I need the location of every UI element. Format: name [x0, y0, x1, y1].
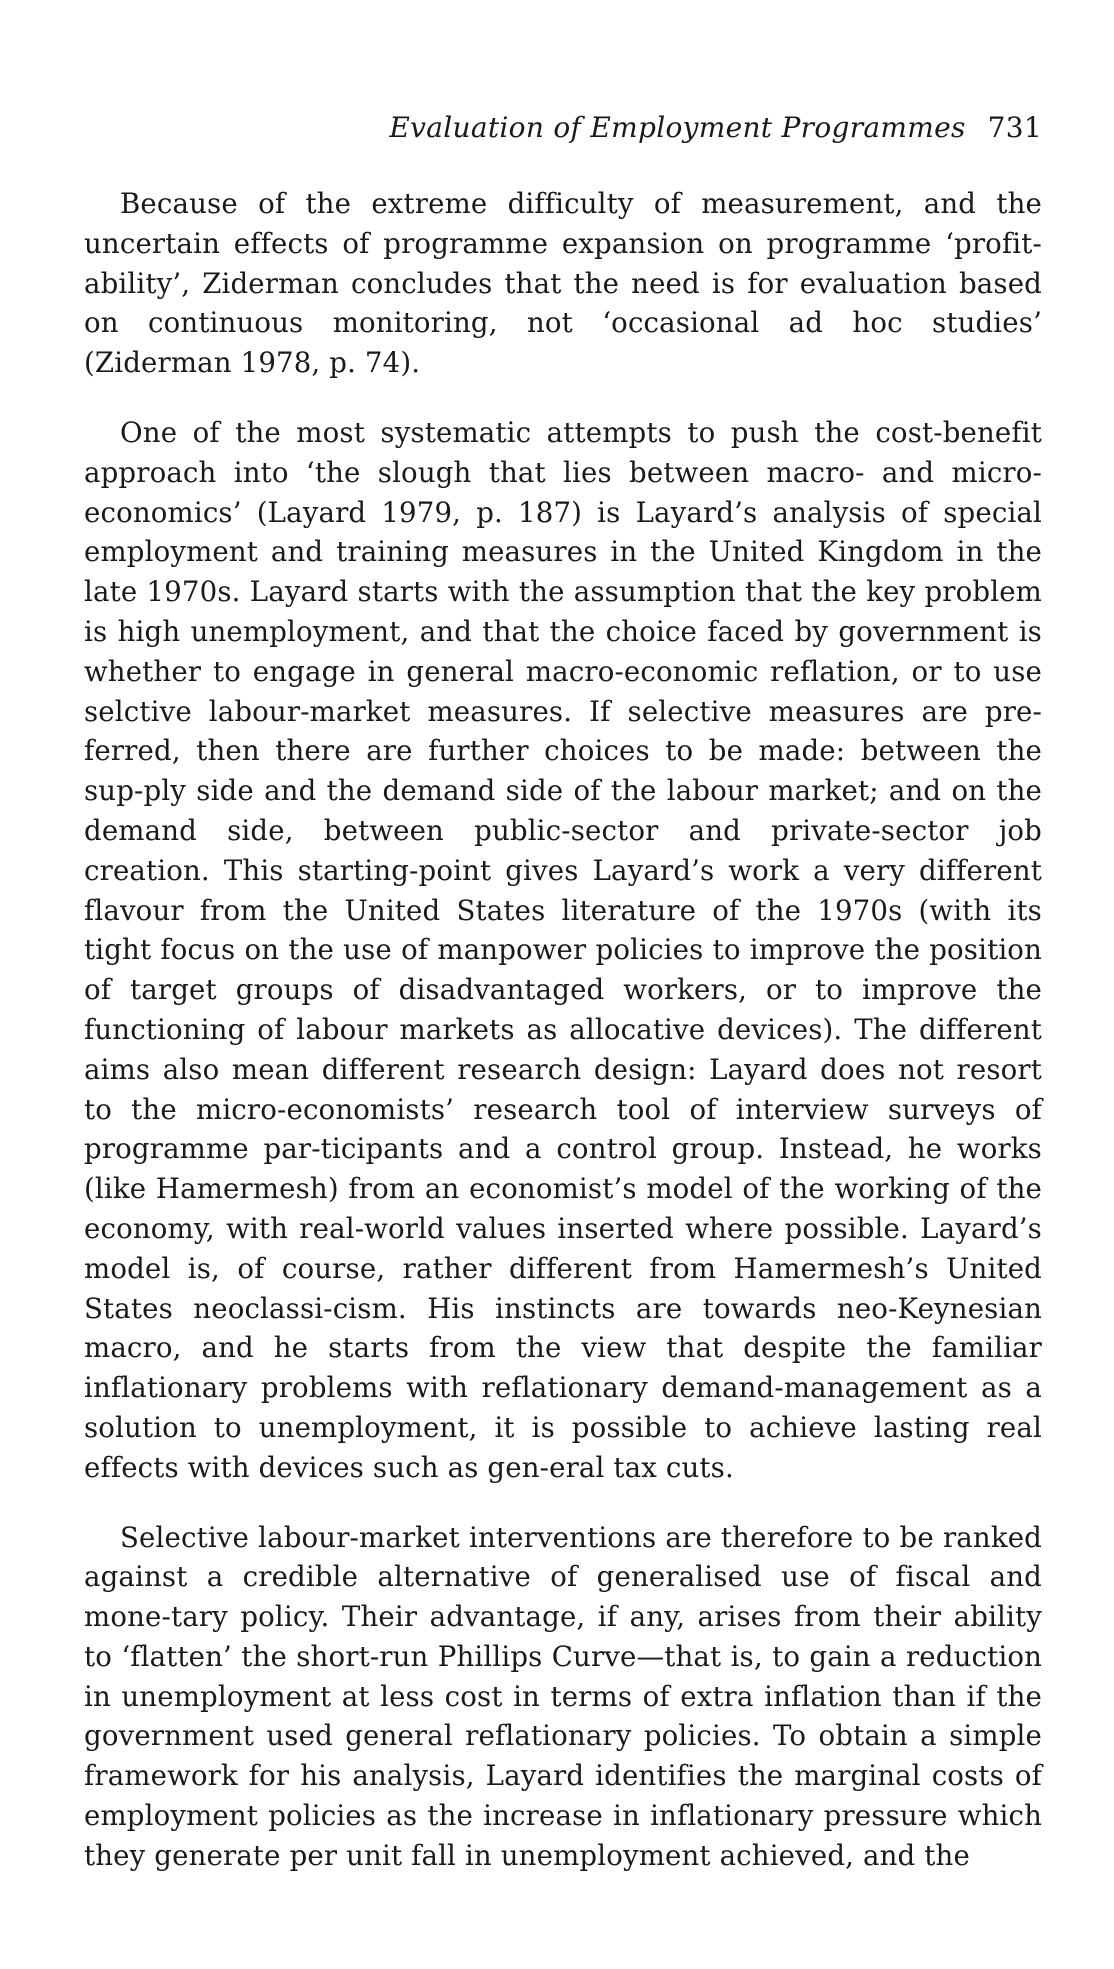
running-title: Evaluation of Employment Programmes — [389, 111, 966, 144]
paragraph-2: One of the most systematic attempts to push the cost-benefit approach into ‘the slough that lies between macro- and micro-economics’ (Layard 1979, p. 187) is Layard’s analysis of special employment and training measures in the United Kingdom in the late 1970s. Layard starts with the assumption that the key problem is high unemployment, and that the choice faced by government is whether to engage in general macro-economic reflation, or to use selctive labour-market measures. If selective measures are pre-ferred, then there are further choices to be made: between the sup-ply side and the demand side of the labour market; and on the demand side, between public-sector and private-sector job creation. This starting-point gives Layard’s work a very different flavour from the United States literature of the 1970s (with its tight focus on the use of manpower policies to improve the position of target groups of disadvantaged workers, or to improve the functioning of labour markets as allocative devices). The different aims also mean different research design: Layard does not resort to the micro-economists’ research tool of interview surveys of programme par-ticipants and a control group. Instead, he works (like Hamermesh) from an economist’s model of the working of the economy, with real-world values inserted where possible. Layard’s model is, of course, rather different from Hamermesh’s United States neoclassi-cism. His instincts are towards neo-Keynesian macro, and he starts from the view that despite the familiar inflationary problems with reflationary demand-management as a solution to unemployment, it is possible to achieve lasting real effects with devices such as gen-eral tax cuts. — [84, 415, 1042, 1484]
running-head — [84, 108, 1042, 148]
book-page — [84, 108, 1042, 1906]
page-number: 731 — [987, 111, 1042, 144]
paragraph-3: Selective labour-market interventions are therefore to be ranked against a credible alternative of generalised use of fiscal and mone-tary policy. Their advantage, if any, arises from their ability to ‘flatten’ the short-run Phillips Curve—that is, to gain a reduction in unemployment at less cost in terms of extra inflation than if the government used general reflationary policies. To obtain a simple framework for his analysis, Layard identifies the marginal costs of employment policies as the increase in inflationary pressure which they generate per unit fall in unemployment achieved, and the — [84, 1520, 1042, 1872]
paragraph-1: Because of the extreme difficulty of measurement, and the uncertain effects of programme expansion on programme ‘profit-ability’, Ziderman concludes that the need is for evaluation based on continuous monitoring, not ‘occasional ad hoc studies’ (Ziderman 1978, p. 74). — [84, 187, 1042, 380]
